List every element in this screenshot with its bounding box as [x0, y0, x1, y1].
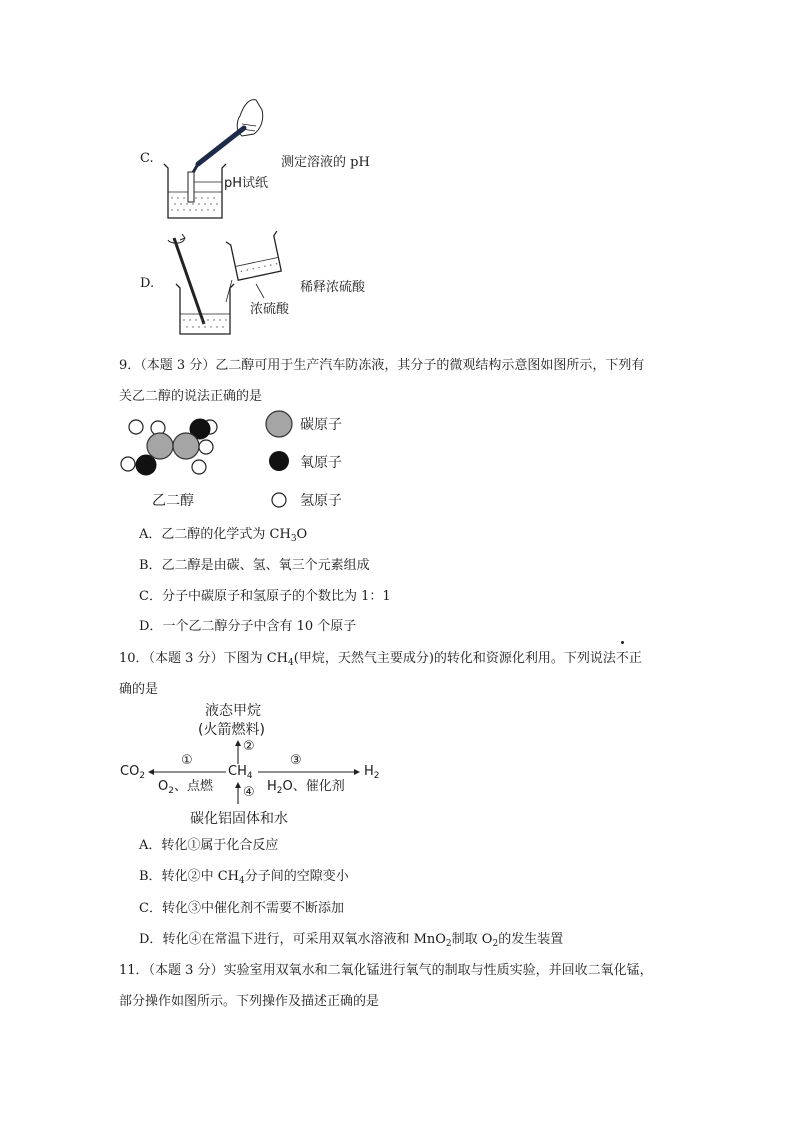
- diagram-n4: ④: [243, 785, 255, 800]
- cond-text: H: [267, 779, 277, 794]
- q9-option-b[interactable]: [139, 554, 370, 573]
- ethylene-glycol-molecule: [116, 412, 226, 478]
- diagram-center: [228, 764, 253, 779]
- option-letter: B．: [139, 869, 162, 884]
- q10-stem-line1: [119, 647, 642, 666]
- q10-emphasis-not: [616, 647, 629, 666]
- option-text: 转化③中催化剂不需要不断添加: [161, 901, 344, 916]
- q10-number: 10．: [119, 651, 149, 666]
- q10-option-b[interactable]: [139, 865, 349, 884]
- option-text: 转化①属于化合反应: [161, 838, 279, 853]
- q11-score: （本题 3 分）: [148, 963, 224, 978]
- diagram-n2: ②: [243, 739, 255, 754]
- q10-score: （本题 3 分）: [148, 651, 224, 666]
- subscript: 4: [246, 771, 253, 781]
- formula: CO: [120, 764, 140, 779]
- diagram-n1: ①: [181, 753, 193, 768]
- legend-carbon: 碳原子: [300, 417, 342, 433]
- q9-option-a[interactable]: [139, 523, 307, 542]
- diagram-left: [120, 764, 145, 779]
- q9-stem-line2: 关乙二醇的说法正确的是: [119, 389, 263, 404]
- option-letter: D．: [139, 932, 163, 947]
- diagram-bottom: 碳化铝固体和水: [190, 811, 288, 827]
- acid-label: 浓硫酸: [250, 302, 290, 317]
- option-c-caption: 测定溶液的 pH: [281, 155, 370, 170]
- diagram-cond1: [158, 775, 213, 794]
- formula: H: [364, 764, 374, 779]
- option-letter: A．: [139, 838, 162, 853]
- diagram-arrows: [140, 738, 390, 808]
- hydrogen-atom-icon: [270, 491, 288, 509]
- q11-number: 11．: [119, 963, 149, 978]
- formula: CH: [228, 764, 247, 779]
- subscript: 4: [238, 876, 245, 886]
- option-letter: C．: [139, 901, 162, 916]
- option-text: 乙二醇的化学式为 CH: [161, 527, 291, 542]
- option-letter: D．: [139, 619, 163, 634]
- q11-stem-line2: 部分操作如图所示。下列操作及描述正确的是: [119, 994, 380, 1009]
- cond-text: O、催化剂: [282, 779, 345, 794]
- cond-text: O: [158, 779, 169, 794]
- diagram-n3: ③: [290, 753, 302, 768]
- diagram-top-line1: 液态甲烷: [205, 703, 261, 719]
- q10-stem-b: (甲烷，天然气主要成分)的转化和资源化利用。下列说法: [293, 651, 616, 666]
- diagram-top-line2: (火箭燃料): [198, 722, 265, 738]
- option-text: 分子中碳原子和氢原子的个数比为 1：1: [161, 589, 391, 604]
- q9-option-d[interactable]: [139, 615, 356, 634]
- ph-paper-label: pH试纸: [224, 176, 269, 191]
- option-letter: A．: [139, 527, 162, 542]
- dilution-illustration: [164, 228, 284, 340]
- q9-score: （本题 3 分）: [140, 358, 216, 373]
- option-text-tail: O: [296, 527, 308, 542]
- legend-oxygen: 氧原子: [300, 455, 342, 471]
- subscript: 2: [445, 939, 452, 949]
- q9-number: 9．: [119, 358, 141, 373]
- option-text: 制取 O: [451, 932, 493, 947]
- option-text-tail: 分子间的空隙变小: [244, 869, 349, 884]
- q11-stem-line1: [119, 959, 653, 978]
- q9-stem-line1: [119, 354, 644, 373]
- emphasis-char: 不: [615, 651, 629, 666]
- legend-hydrogen: 氢原子: [300, 493, 342, 509]
- q11-stem: 实验室用双氧水和二氧化锰进行氧气的制取与性质实验，并回收二氧化锰，: [223, 963, 653, 978]
- option-letter: B．: [139, 558, 162, 573]
- option-d-caption: 稀释浓硫酸: [300, 280, 366, 295]
- q9-option-c[interactable]: [139, 585, 391, 604]
- ph-test-illustration: [158, 94, 278, 222]
- subscript: 3: [290, 534, 297, 544]
- diagram-cond3: [267, 775, 345, 794]
- q10-stem-a: 下图为 CH: [223, 651, 289, 666]
- emphasis-dot: [621, 641, 624, 644]
- subscript: 4: [288, 658, 294, 668]
- subscript: 2: [373, 771, 380, 781]
- option-text: 一个乙二醇分子中含有 10 个原子: [162, 619, 357, 634]
- diagram-right: [364, 764, 380, 779]
- subscript: 2: [276, 786, 283, 796]
- q10-option-a[interactable]: [139, 834, 278, 853]
- option-text-tail: 的发生装置: [498, 932, 564, 947]
- carbon-atom-icon: [264, 409, 294, 439]
- subscript: 2: [168, 786, 174, 796]
- option-letter: C．: [139, 589, 162, 604]
- option-c-letter: C.: [140, 151, 154, 166]
- subscript: 2: [139, 771, 146, 781]
- option-d-letter: D.: [140, 276, 155, 291]
- cond-text: 、点燃: [173, 779, 213, 794]
- option-text: 乙二醇是由碳、氢、氧三个元素组成: [161, 558, 370, 573]
- option-text: 转化④在常温下进行，可采用双氧水溶液和 MnO: [162, 932, 446, 947]
- q10-option-c[interactable]: [139, 897, 344, 916]
- option-text: 转化②中 CH: [161, 869, 239, 884]
- subscript: 2: [492, 939, 499, 949]
- q10-stem-line2: 确的是: [119, 682, 159, 697]
- oxygen-atom-icon: [268, 450, 290, 472]
- q10-stem-c: 正: [628, 651, 642, 666]
- q9-stem: 乙二醇可用于生产汽车防冻液，其分子的微观结构示意图如图所示，下列有: [215, 358, 645, 373]
- q10-option-d[interactable]: [139, 928, 563, 947]
- molecule-label: 乙二醇: [152, 493, 194, 509]
